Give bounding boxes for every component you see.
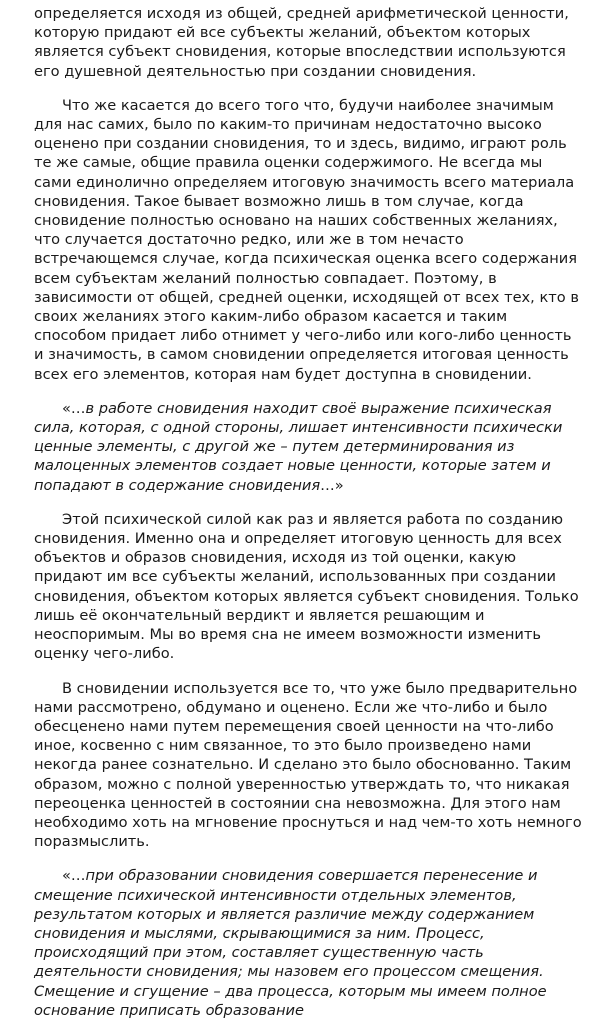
quote-open-mark: «… <box>62 399 86 417</box>
quote-open-mark: «… <box>62 867 86 885</box>
block-quote-2 <box>34 866 582 1020</box>
paragraph-2: Что же касается до всего того что, будучи наиболее значимым для нас самих, было по каким-то причинам недостаточно высоко оценено при создании сновидения, то и здесь, видимо, играют роль те же самые, общие правила оценки содержимого. Не всегда мы сами единолично определяем итоговую значимость всего материала сновидения. Такое бывает возможно лишь в том случае, когда сновидение полностью основано на наших собственных желаниях, что случается достаточно редко, или же в том нечасто встречающемся случае, когда психическая оценка всего содержания всем субъектам желаний полностью совпадает. Поэтому, в зависимости от общей, средней оценки, исходящей от всех тех, кто в своих желаниях этого каким-либо образом касается и таким способом придает либо отнимет у чего-либо или кого-либо ценность и значимость, в самом сновидении определяется итоговая ценность всех его элементов, которая нам будет доступна в сновидении. <box>34 96 579 383</box>
quote-close-mark: …» <box>320 476 344 494</box>
document-page <box>34 4 582 1020</box>
paragraph-3: Этой психической силой как раз и является работа по созданию сновидения. Именно она и определяет итоговую ценность для всех объектов и образов сновидения, исходя из той оценки, какую придают им все субъекты желаний, использованных при создании сновидения, объектом которых является субъект сновидения. Только лишь её окончательный вердикт и является решающим и неоспоримым. Мы во время сна не имеем возможности изменить оценку чего-либо. <box>34 510 579 663</box>
paragraph-1: определяется исходя из общей, средней арифметической ценности, которую придают ей все субъекты желаний, объектом которых является субъект сновидения, которые впоследствии используются его душевной деятельностью при создании сновидения. <box>34 5 569 80</box>
quote-text: при образовании сновидения совершается перенесение и смещение психической интенсивности отдельных элементов, результатом которых и является различие между содержанием сновидения и мыслями, скрывающимися за ним. Процесс, происходящий при этом, составляет существенную часть деятельности сновидения; мы назовем его процессом смещения. Смещение и сгущение – два процесса, которым мы имеем полное основание приписать образование <box>34 867 547 1019</box>
paragraph-4: В сновидении используется все то, что уже было предварительно нами рассмотрено, обдумано и оценено. Если же что-либо и было обесценено нами путем перемещения своей ценности на что-либо иное, косвенно с ним связанное, то это было произведено нами некогда ранее сознательно. И сделано это было обоснованно. Таким образом, можно с полной уверенностью утверждать то, что никакая переоценка ценностей в состоянии сна невозможна. Для этого нам необходимо хоть на мгновение проснуться и над чем-то хоть немного поразмыслить. <box>34 679 582 851</box>
quote-text: в работе сновидения находит своё выражение психическая сила, которая, с одной стороны, лишает интенсивности психически ценные элементы, с другой же – путем детерминирования из малоценных элементов создает новые ценности, которые затем и попадают в содержание сновидения <box>34 399 563 494</box>
block-quote-1 <box>34 399 582 495</box>
